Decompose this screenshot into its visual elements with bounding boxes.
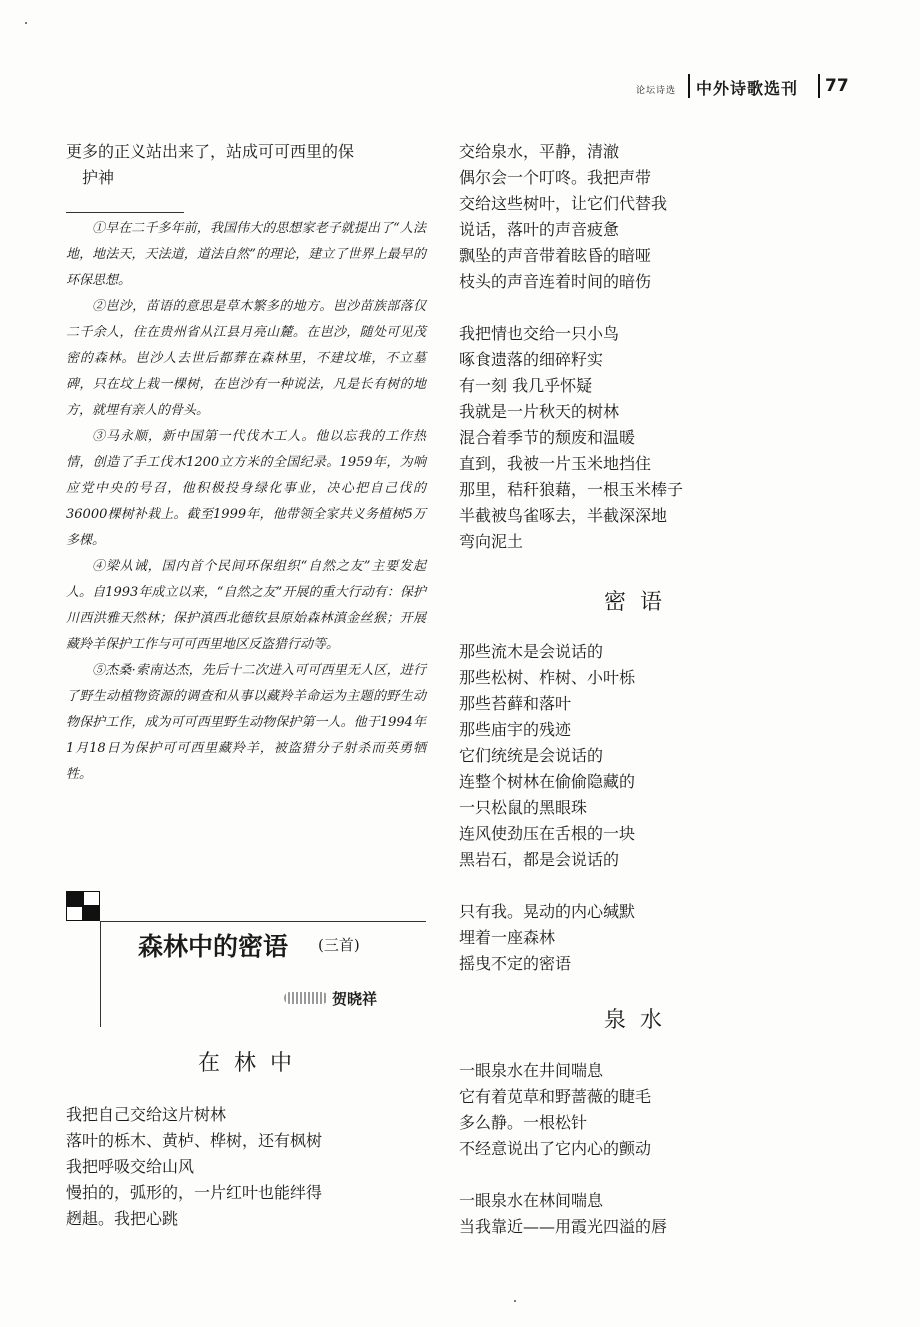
author-name: 贺晓祥: [332, 990, 378, 1008]
section-label: 论坛诗选: [636, 86, 677, 96]
footnote-1: ①早在二千多年前，我国伟大的思想家老子就提出了“人法地，地法天，天法道，道法自然”的理论，建立了世界上最早的环保思想。: [66, 221, 426, 288]
header-divider: [818, 74, 820, 98]
poem-subtitle: (三首): [318, 936, 360, 954]
checker-ornament-icon: [66, 891, 100, 921]
section-title-3: 泉水: [604, 1008, 677, 1033]
continued-line-1: 更多的正义站出来了，站成可可西里的保: [66, 142, 355, 161]
footnotes: [66, 216, 426, 788]
footnote-2: ②岜沙，苗语的意思是草木繁多的地方。岜沙苗族部落仅二千余人，住在贵州省从江县月亮山麓。在岜沙，随处可见茂密的森林。岜沙人去世后都葬在森林里，不建坟堆，不立墓碑，只在坟上栽一棵树，在岜沙有一种说法，凡是长有树的地方，就埋有亲人的骨头。: [66, 299, 426, 418]
poem-section-1-continued: 交给泉水，平静，清澈 偶尔会一个叮咚。我把声带 交给这些树叶，让它们代替我 说话，落叶的声音疲惫 飘坠的声音带着眩昏的暗哑 枝头的声音连着时间的暗伤 我把情也交给一只小鸟 啄食遗落的细碎籽实 有一刻 我几乎怀疑 我就是一片秋天的树林 混合着季节的颓废和温暖 直到，我被一片玉米地挡住 那里，秸秆狼藉，一根玉米棒子 半截被鸟雀啄去，半截深深地 弯向泥土: [459, 142, 684, 551]
scan-speck: [514, 1300, 516, 1302]
header-divider: [688, 74, 690, 98]
title-rule: [100, 921, 426, 922]
footnote-3: ③马永顺，新中国第一代伐木工人。他以忘我的工作热情，创造了手工伐木1200立方米的全国纪录。1959年，为响应党中央的号召，他积极投身绿化事业，决心把自己伐的36000棵树补栽上。截至1999年，他带领全家共义务植树5万多棵。: [66, 429, 426, 548]
continued-line-2: 护神: [82, 168, 115, 187]
author-ornament-icon: [284, 992, 328, 1004]
poem-section-3-text: 一眼泉水在井间喘息 它有着苋草和野蔷薇的睫毛 多么静。一根松针 不经意说出了它内心的颤动 一眼泉水在林间喘息 当我靠近——用霞光四溢的唇: [459, 1061, 668, 1236]
section-title-2: 密语: [604, 590, 677, 615]
magazine-title: 中外诗歌选刊: [696, 79, 799, 98]
title-vertical-rule: [100, 921, 101, 1027]
footnote-4: ④梁从诫，国内首个民间环保组织“自然之友”主要发起人。自1993年成立以来，“自然之友”开展的重大行动有：保护川西洪雅天然林；保护滇西北德钦县原始森林滇金丝猴；开展藏羚羊保护工作与可可西里地区反盗猎行动等。: [66, 559, 426, 652]
footnote-divider: [66, 212, 184, 213]
footnote-5: ⑤杰桑·索南达杰，先后十二次进入可可西里无人区，进行了野生动植物资源的调查和从事以藏羚羊命运为主题的野生动物保护工作，成为可可西里野生动物保护第一人。他于1994年1月18日为保护可可西里藏羚羊，被盗猎分子射杀而英勇牺牲。: [66, 663, 426, 782]
poem-title: 森林中的密语: [138, 932, 289, 961]
poem-section-1-text: 我把自己交给这片树林 落叶的栎木、黄栌、桦树，还有枫树 我把呼吸交给山风 慢拍的，弧形的，一片红叶也能绊得 趔趄。我把心跳: [66, 1105, 323, 1228]
page-number: 77: [825, 76, 849, 96]
section-title-1: 在林中: [198, 1051, 307, 1076]
poem-section-2-text: 那些流木是会说话的 那些松树、柞树、小叶栎 那些苔藓和落叶 那些庙宇的残迹 它们统统是会说话的 连整个树林在偷偷隐藏的 一只松鼠的黑眼珠 连风使劲压在舌根的一块 黑岩石，都是会说话的 只有我。晃动的内心缄默 埋着一座森林 摇曳不定的密语: [459, 642, 636, 973]
scan-speck: [25, 22, 27, 24]
